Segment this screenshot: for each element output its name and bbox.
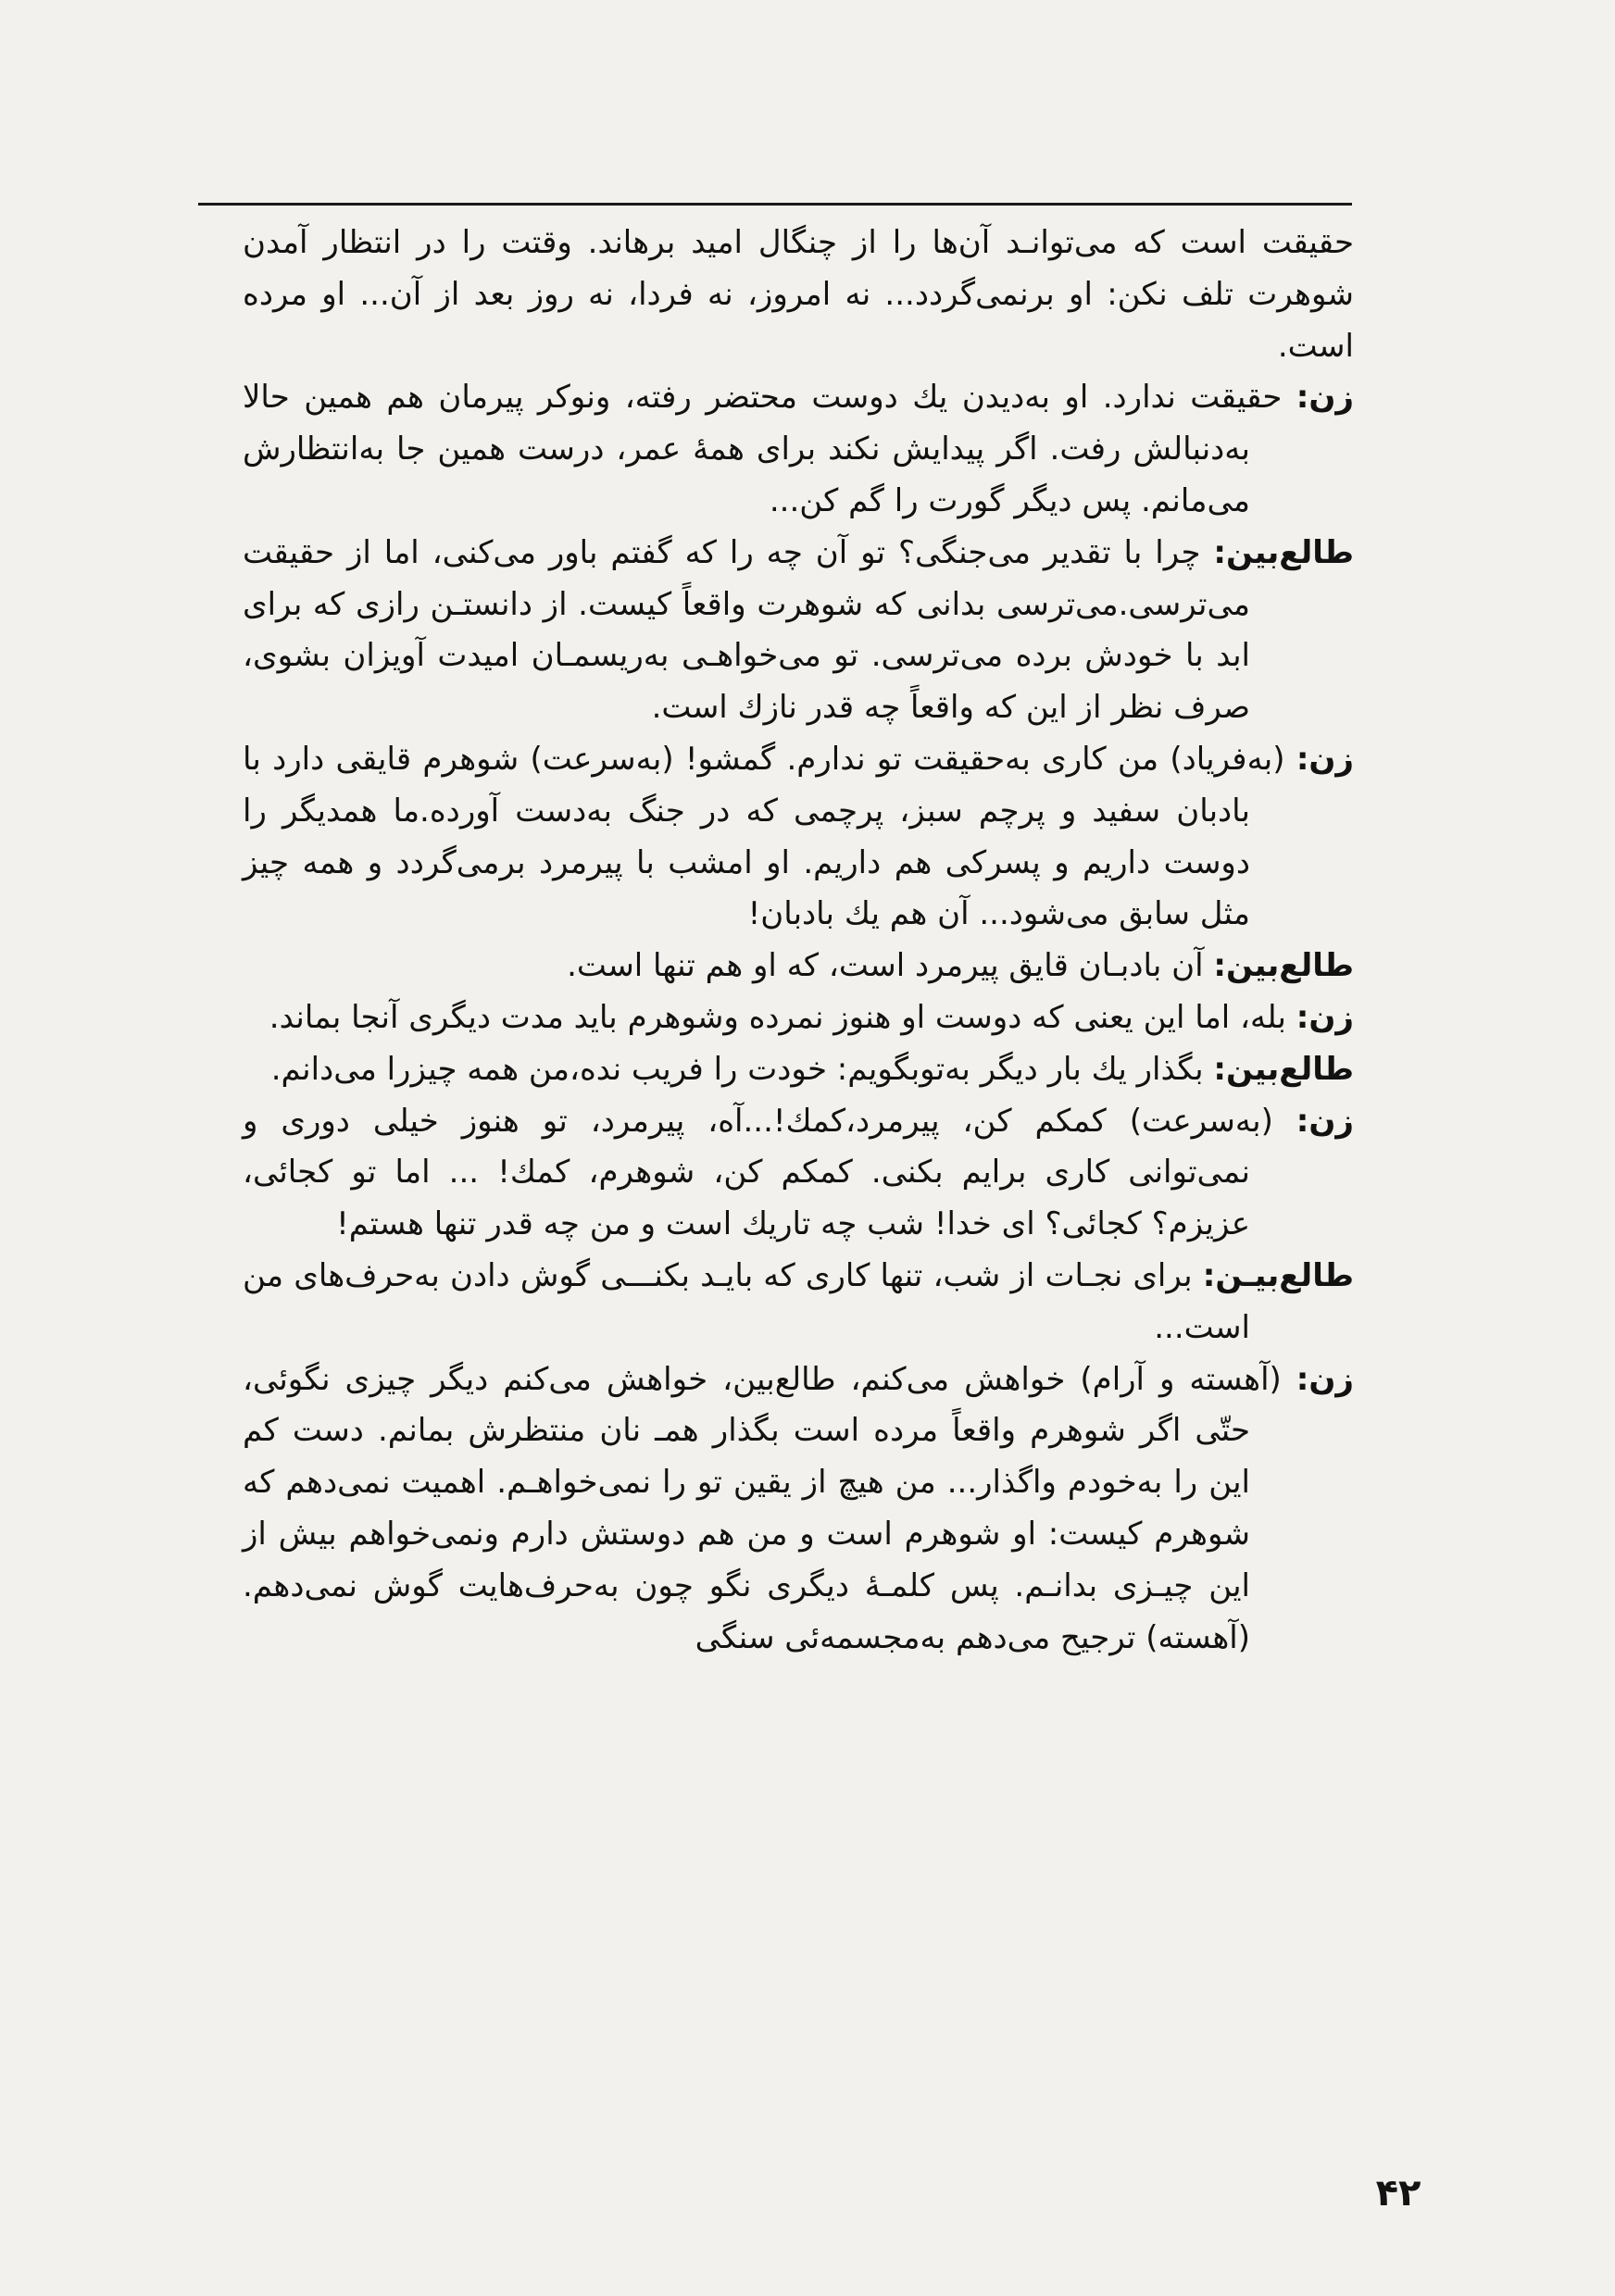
dialogue-line — [243, 372, 1354, 527]
speaker-label: طالع‌بین: — [1213, 533, 1355, 571]
speaker-label: طالع‌بین: — [1213, 1050, 1354, 1088]
dialogue-text: آن بادبـان قایق پیرمرد است، که او هم تنها است. — [567, 947, 1204, 985]
dialogue-line — [243, 1096, 1354, 1251]
dialogue-line — [243, 1251, 1354, 1354]
dialogue-line — [243, 1044, 1354, 1096]
speaker-label: طالع‌بیـن: — [1202, 1256, 1354, 1294]
dialogue-line — [243, 992, 1354, 1044]
dialogue-text: (به‌سرعت) کمکم کن، پیرمرد،کمك!...آه، پیرمرد، تو هنوز خیلی دوری و نمی‌توانی کاری برایم بکنی. کمکم کن، شوهرم، کمك! ... اما تو کجائی، عزیزم؟ کجائی؟ ای خدا! شب چه تاریك است و من چه قدر تنها هستم! — [243, 1102, 1273, 1243]
dialogue-line — [243, 1354, 1354, 1665]
page-number: ۴۲ — [1375, 2172, 1421, 2215]
dialogue-text: (آهسته و آرام) خواهش می‌کنم، طالع‌بین، خواهش می‌کنم دیگر چیزی نگوئی، حتّی اگر شوهرم واقعاً مرده است بگذار همـ نان منتظرش بمانم. دست کم این را به‌خودم واگذار... من هیچ از یقین تو را نمی‌خواهـم. اهمیت نمی‌دهم که شوهرم کیست: او شوهرم است و من هم دوستش دارم ونمی‌خواهم بیش از این چیـزی بدانـم. پس کلمـهٔ دیگری نگو چون به‌حرف‌هایت گوش نمی‌دهم. (آهسته) ترجیح می‌دهم به‌مجسمه‌ئی سنگی — [243, 1360, 1282, 1656]
dialogue-text: بله، اما این یعنی که دوست او هنوز نمرده وشوهرم باید مدت دیگری آنجا بماند. — [269, 998, 1286, 1036]
dialogue-text: بگذار یك بار دیگر به‌توبگویم: خودت را فریب نده،من همه چیزرا می‌دانم. — [270, 1050, 1204, 1088]
speaker-label: زن: — [1296, 379, 1354, 417]
top-rule — [198, 203, 1352, 206]
dialogue-line — [243, 941, 1354, 992]
page-text — [243, 218, 1354, 1664]
dialogue-line — [243, 528, 1354, 734]
dialogue-line — [243, 734, 1354, 941]
continuation-paragraph: حقیقت است که می‌توانـد آن‌ها را از چنگال امید برهاند. وقتت را در انتظار آمدن شوهرت تلف نکن: او برنمی‌گردد... نه امروز، نه فردا، نه روز بعد از آن... او مرده است. — [243, 224, 1354, 365]
speaker-label: طالع‌بین: — [1213, 947, 1354, 985]
dialogue-text: (به‌فریاد) من کاری به‌حقیقت تو ندارم. گمشو! (به‌سرعت) شوهرم قایقی دارد با بادبان سفید و پرچم سبز، پرچمی که در جنگ به‌دست آورده.ما همدیگر را دوست داریم و پسرکی هم داریم. او امشب با پیرمرد برمی‌گردد و همه چیز مثل سابق می‌شود... آن هم یك بادبان! — [243, 740, 1285, 933]
speaker-label: زن: — [1296, 1102, 1354, 1140]
dialogue-text: چرا با تقدیر می‌جنگی؟ تو آن چه را که گفتم باور می‌کنی، اما از حقیقت می‌ترسی.می‌ترسی بدانی که شوهرت واقعاً کیست. از دانستـن رازی که برای ابد با خودش برده می‌ترسی. تو می‌خواهـی به‌ریسمـان امیدت آویزان بشوی، صرف نظر از این که واقعاً چه قدر نازك است. — [243, 533, 1250, 727]
speaker-label: زن: — [1296, 998, 1354, 1036]
dialogue-text: حقیقت ندارد. او به‌دیدن یك دوست محتضر رفته، ونوکر پیرمان هم همین حالا به‌دنبالش رفت. اگر پیدایش نکند برای همهٔ عمر، درست همین جا به‌انتظارش می‌مانم. پس دیگر گورت را گم کن... — [243, 379, 1283, 519]
speaker-label: زن: — [1296, 740, 1355, 778]
dialogue-text: برای نجـات از شب، تنها کاری که بایـد بکنـــی گوش دادن به‌حرف‌های من است... — [243, 1256, 1250, 1346]
speaker-label: زن: — [1296, 1360, 1354, 1398]
